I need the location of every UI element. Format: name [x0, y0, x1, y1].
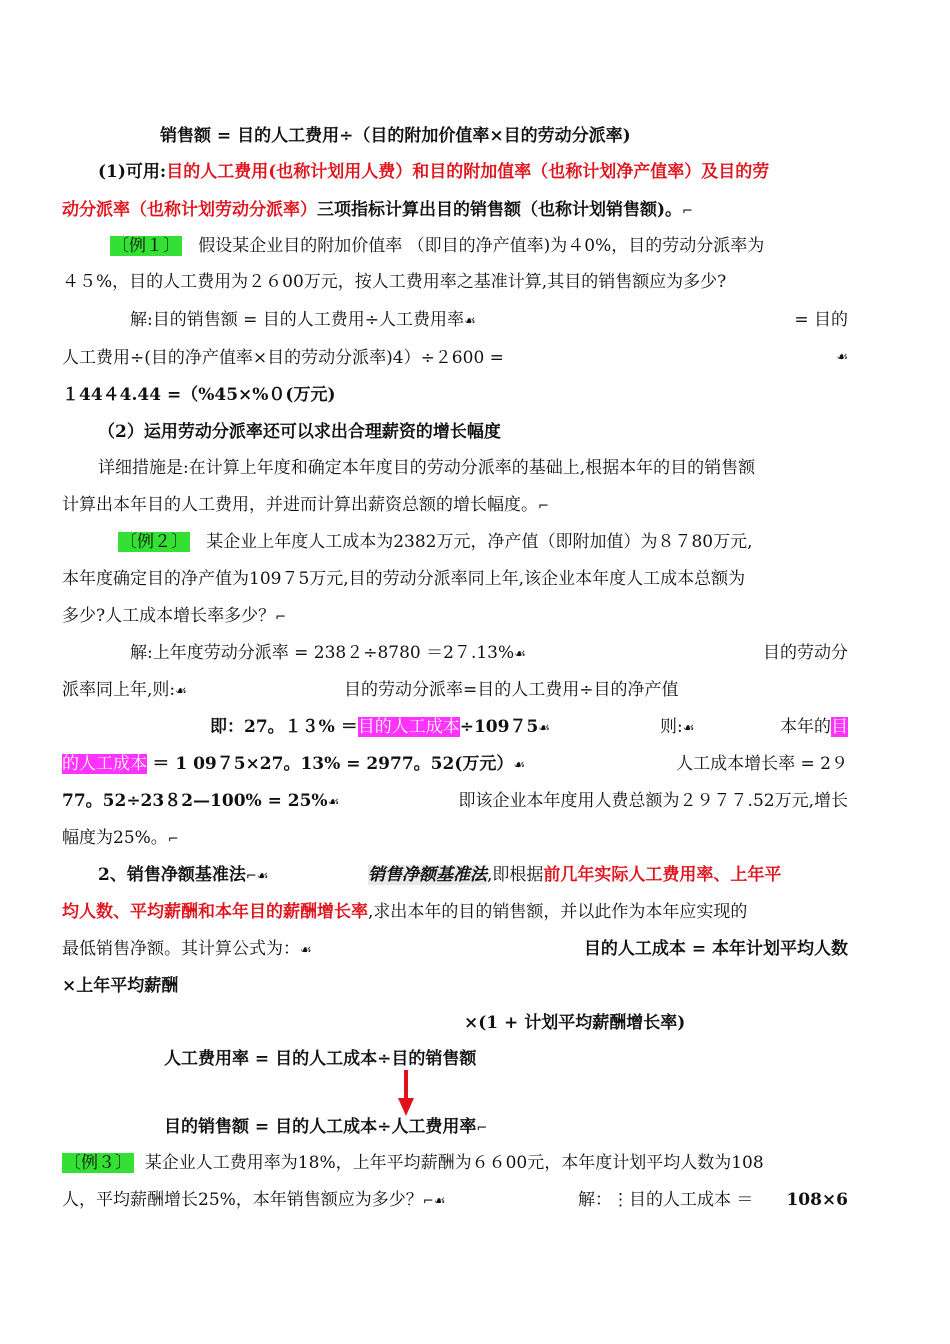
example-2-label: 〔例２〕	[120, 532, 188, 552]
example-2-solution-6: 幅度为25%。⌐	[62, 828, 179, 848]
example-2-solution-5: 77。52÷23８2—100% = 25%☙ 即该企业本年度用人费总额为２９７７.52万元,增长	[62, 791, 848, 811]
example-2-solution-2: 派率同上年,则:☙ 目的劳动分派率=目的人工费用÷目的净产值	[62, 680, 679, 700]
example-1-solution-3: １44４4.44 =（%45×%０(万元)	[62, 385, 336, 405]
example-1-solution-1: 解:目的销售额 = 目的人工费用÷人工费用率☙ = 目的	[130, 310, 848, 330]
example-1-solution-2: 人工费用÷(目的净产值率×目的劳动分派率)4）÷２600 = ☙	[62, 348, 848, 368]
down-arrow-icon	[398, 1070, 414, 1116]
section-3-line-1: 2、销售净额基准法⌐☙ 销售净额基准法,即根据前几年实际人工费用率、上年平	[98, 865, 782, 885]
anchor-icon: ☙	[175, 684, 187, 699]
example-2-line-3: 多少?人工成本增长率多少？⌐	[62, 606, 287, 626]
para-1-prefix: (1)可用:	[98, 162, 167, 182]
formula-cost-rate: 人工费用率 = 目的人工成本÷目的销售额	[164, 1049, 477, 1069]
example-2-line-2: 本年度确定目的净产值为109７5万元,目的劳动分派率同上年,该企业本年度人工成本总额为	[62, 569, 746, 589]
return-mark-icon: ⌐	[682, 204, 693, 219]
anchor-icon: ☙	[300, 943, 312, 958]
anchor-icon: ⌐☙	[245, 869, 269, 884]
return-mark-icon: ⌐	[476, 1121, 488, 1136]
section-3-line-2: 均人数、平均薪酬和本年目的薪酬增长率,求出本年的目的销售额，并以此作为本年应实现的	[62, 902, 748, 922]
para-1-red-text: 目的人工费用(也称计划用人费）和目的附加值率（也称计划净产值率）及目的劳	[166, 162, 770, 182]
return-mark-icon: ⌐	[167, 832, 179, 847]
anchor-icon: ☙	[538, 721, 550, 736]
anchor-icon: ☙	[682, 721, 695, 736]
example-2-line-1: 〔例２〕 某企业上年度人工成本为2382万元，净产值（即附加值）为８７80万元,	[120, 532, 753, 552]
highlight-target-cost: 目的人工成本	[357, 717, 460, 737]
para-1-line-1	[98, 160, 848, 184]
formula-target-sales: 目的销售额 = 目的人工成本÷人工费用率⌐	[164, 1117, 488, 1137]
anchor-icon: ☙	[513, 758, 526, 773]
example-1-line-1	[110, 234, 848, 258]
document-page: 销售额 = 目的人工费用÷（目的附加价值率×目的劳动分派率) (1)可用:目的人工费用(也称计划用人费）和目的附加值率（也称计划净产值率）及目的劳 动分派率（也称计划劳动分派率）三项指标计算出目的销售额（也称计划销售额)。⌐ 〔例１〕 假设某企业目的附加价值率 （即目的净产值率)为４0%，目的劳动分派率为 ４５%，目的人工费用为２６00万元，按人工费用率之基准计算,其目的销售额应为多少? 解:目的销售额 = 目的人工费用÷人工费用率☙ = 目的 人工费用÷(目的净产值率×目的劳动分派率)4）÷２600 = ☙ １44４4.44 =（%45×%０(万元) （2）运用劳动分派率还可以求出合理薪资的增长幅度 详细措施是:在计算上年度和确定本年度目的劳动分派率的基础上,根据本年的目的销售额 计算出本年目的人工费用，并进而计算出薪资总额的增长幅度。⌐ 〔例２〕 某企业上年度人工成本为2382万元，净产值（即附加值）为８７80万元, 本年度确定目的净产值为109７5万元,目的劳动分派率同上年,该企业本年度人工成本总额为 多少?人工成本增长率多少？⌐ 解:上年度劳动分派率 = 238２÷8780 ＝2７.13%☙ 目的劳动分 派率同上年,则:☙ 目的劳动分派率=目的人工费用÷目的净产值 即：27。１３% ＝目的人工成本÷109７5☙ 则:☙ 本年的目 的人工成本 ＝ 1 09７5×27。13% = 2977。52(万元）☙ 人工成本增长率 = 2９ 77。52÷23８2—100% = 25%☙ 即该企业本年度用人费总额为２９７７.52万元,增长 幅度为25%。⌐ 2、销售净额基准法⌐☙ 销售净额基准法,即根据前几年实际人工费用率、上年平 均人数、平均薪酬和本年目的薪酬增长率,求出本年的目的销售额，并以此作为本年应实现的 最低销售净额。其计算公式为：☙ 目的人工成本 = 本年计划平均人数 ×上年平均薪酬 ×(1 + 计划平均薪酬增长率) 人工费用率 = 目的人工成本÷目的销售额 目的销售额 = 目的人工成本÷人工费用率⌐ 〔例３〕 某企业人工费用率为18%，上年平均薪酬为６６00元，本年度计划平均人数为108 人，平均薪酬增长25%，本年销售额应为多少？⌐☙ 解：⋮目的人工成本 ＝ 108×6	[0, 0, 950, 1344]
example-3-label: 〔例３〕	[64, 1153, 132, 1173]
section-2-title: （2）运用劳动分派率还可以求出合理薪资的增长幅度	[98, 422, 501, 442]
para-2-line-1: 详细措施是:在计算上年度和确定本年度目的劳动分派率的基础上,根据本年的目的销售额	[98, 458, 756, 478]
example-2-solution-4: 的人工成本 ＝ 1 09７5×27。13% = 2977。52(万元）☙ 人工成本增长率 = 2９	[62, 754, 848, 774]
para-1-line-2: 动分派率（也称计划劳动分派率）三项指标计算出目的销售额（也称计划销售额)。⌐	[62, 200, 693, 220]
example-3-line-2: 人，平均薪酬增长25%，本年销售额应为多少？⌐☙ 解：⋮目的人工成本 ＝ 108×6	[62, 1190, 848, 1210]
anchor-icon: ☙	[464, 314, 476, 329]
para-2-line-2: 计算出本年目的人工费用，并进而计算出薪资总额的增长幅度。⌐	[62, 495, 549, 515]
section-3-line-3: 最低销售净额。其计算公式为：☙ 目的人工成本 = 本年计划平均人数	[62, 939, 848, 959]
return-mark-icon: ⌐	[275, 610, 287, 625]
return-mark-icon: ⌐	[538, 499, 549, 514]
example-1-line-2: ４５%，目的人工费用为２６00万元，按人工费用率之基准计算,其目的销售额应为多少?	[62, 272, 727, 292]
anchor-icon: ☙	[514, 647, 526, 662]
formula-target-cost: 目的人工成本 = 本年计划平均人数	[583, 939, 848, 959]
anchor-icon: ☙	[327, 795, 340, 810]
para-1-suffix: 三项指标计算出目的销售额（也称计划销售额)。	[317, 200, 683, 220]
anchor-icon: ⌐☙	[422, 1194, 446, 1209]
formula-line-2: ×上年平均薪酬	[62, 976, 179, 996]
example-2-solution-1: 解:上年度劳动分派率 = 238２÷8780 ＝2７.13%☙ 目的劳动分	[130, 643, 848, 663]
example-1-label: 〔例１〕	[112, 236, 180, 256]
example-3-line-1: 〔例３〕 某企业人工费用率为18%，上年平均薪酬为６６00元，本年度计划平均人数为108	[64, 1153, 764, 1173]
anchor-icon: ☙	[836, 350, 848, 365]
formula-top: 销售额 = 目的人工费用÷（目的附加价值率×目的劳动分派率)	[160, 126, 631, 146]
example-1-text-1: 假设某企业目的附加价值率 （即目的净产值率)为４0%，目的劳动分派率为	[198, 236, 765, 256]
formula-line-3: ×(1 + 计划平均薪酬增长率)	[464, 1013, 686, 1033]
